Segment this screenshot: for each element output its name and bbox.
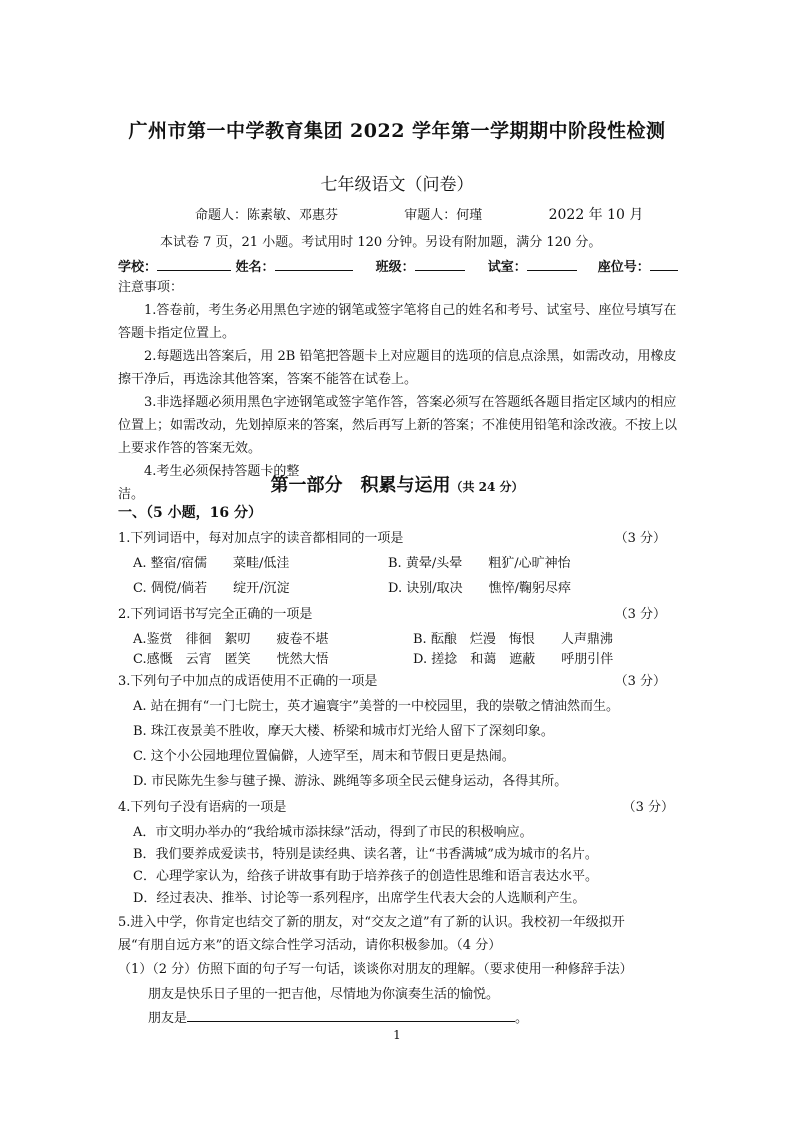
q3-option-c[interactable]: C. 这个小公园地理位置偏僻，人迹罕至，周末和节假日更是热闹。 [133,749,515,764]
q5-stem-line1: 5.进入中学，你肯定也结交了新的朋友，对“交友之道”有了新的认识。我校初一年级拟开 [118,915,625,930]
q1-option-c[interactable]: C. 倜傥/倘若 绽开/沉淀 [133,581,290,596]
date-text: 2022 年 10 月 [548,207,644,223]
room-label: 试室： [487,260,527,275]
q5-stem-line2: 展“有朋自远方来”的语文综合性学习活动，请你积极参加。（4 分） [118,938,502,953]
q2-option-c[interactable]: C.感慨 云宵 匿笑 恍然大悟 [133,652,329,667]
reviewer-text: 审题人：何瑾 [404,208,483,223]
notes-heading: 注意事项： [118,280,184,295]
q2-option-b[interactable]: B. 酝酿 烂漫 悔恨 人声鼎沸 [413,632,613,647]
school-field[interactable] [157,258,231,271]
q2-stem: 2.下列词语书写完全正确的一项是 [118,607,313,622]
answer-prefix: 朋友是 [148,1011,188,1026]
q3-option-d[interactable]: D. 市民陈先生参与毽子操、游泳、跳绳等多项全民云健身运动，各得其所。 [133,774,568,789]
q5-answer-line [148,1007,528,1026]
q1-score: （3 分） [614,531,666,546]
part-title: 第一部分 积累与运用 [270,475,451,496]
q2-score: （3 分） [614,607,666,622]
q2-option-d[interactable]: D. 搓捻 和蔼 遮蔽 呼朋引伴 [413,652,614,667]
name-label: 姓名： [235,260,275,275]
school-label: 学校： [118,260,158,275]
q1-stem: 1.下列词语中，每对加点字的读音都相同的一项是 [118,531,404,546]
note-item: 1.答卷前，考生务必用黑色字迹的钢笔或签字笔将自己的姓名和考号、试室号、座位号填写在答题卡指定位置上。 [118,303,677,341]
q4-option-c[interactable]: C．心理学家认为，给孩子讲故事有助于培养孩子的创造性思维和语言表达水平。 [133,869,598,884]
q4-score: （3 分） [622,800,674,815]
q3-stem: 3.下列句子中加点的成语使用不正确的一项是 [118,674,378,689]
answer-blank[interactable] [187,1008,515,1022]
info-fields [118,256,678,275]
intro-text: 本试卷 7 页，21 小题。考试用时 120 分钟。另设有附加题，满分 120 分。 [160,235,602,250]
q3-score: （3 分） [614,674,666,689]
class-field[interactable] [415,258,465,271]
q5-example-sentence: 朋友是快乐日子里的一把吉他，尽情地为你演奏生活的愉悦。 [148,987,500,1002]
author-text: 命题人：陈素敏、邓惠芬 [195,208,339,223]
exam-title: 广州市第一中学教育集团 2022 学年第一学期期中阶段性检测 [128,120,666,142]
q2-option-a[interactable]: A.鉴赏 徘徊 絮叨 疲卷不堪 [133,632,329,647]
part-heading [0,471,794,497]
page-number: 1 [393,1028,401,1042]
q4-option-d[interactable]: D．经过表决、推举、讨论等一系列程序，出席学生代表大会的人选顺利产生。 [133,891,586,906]
meta-line [195,204,643,224]
q1-option-d[interactable]: D. 诀别/取决 憔悴/鞠躬尽瘁 [388,581,571,596]
note-item: 2.每题选出答案后，用 2B 铅笔把答题卡上对应题目的选项的信息点涂黑，如需改动，用橡皮擦干净后，再选涂其他答案，答案不能答在试卷上。 [118,349,677,387]
class-label: 班级： [375,260,415,275]
q5-subquestion-1: （1）（2 分）仿照下面的句子写一句话，谈谈你对朋友的理解。（要求使用一种修辞手法） [118,962,633,977]
answer-suffix: 。 [515,1011,529,1026]
note-item: 3.非选择题必须用黑色字迹钢笔或签字笔作答，答案必须写在答题纸各题目指定区域内的相应位置上；如需改动，先划掉原来的答案，然后再写上新的答案；不准使用铅笔和涂改液。不按上以上要求作答的答案无效。 [118,395,678,456]
seat-label: 座位号： [597,260,650,275]
q3-option-b[interactable]: B. 珠江夜景美不胜收，摩天大楼、桥梁和城市灯光给人留下了深刻印象。 [133,724,554,739]
q1-option-a[interactable]: A. 整宿/宿儒 菜畦/低洼 [133,556,290,571]
seat-field[interactable] [650,258,678,271]
q4-option-b[interactable]: B．我们要养成爱读书，特别是读经典、读名著，让“书香满城”成为城市的名片。 [133,847,598,862]
section-heading: 一、（5 小题，16 分） [118,505,262,521]
room-field[interactable] [527,258,577,271]
exam-subtitle: 七年级语文（问卷） [320,175,474,195]
q4-stem: 4.下列句子没有语病的一项是 [118,800,287,815]
note-item: 4.考生必须保持答题卡的整洁。 [118,464,300,502]
q4-option-a[interactable]: A．市文明办举办的“我给城市添抹绿”活动，得到了市民的积极响应。 [133,825,533,840]
name-field[interactable] [275,258,353,271]
q3-option-a[interactable]: A. 站在拥有“一门七院士，英才遍寰宇”美誉的一中校园里，我的崇敬之情油然而生。 [133,699,619,714]
part-score: （共 24 分） [450,480,524,494]
q1-option-b[interactable]: B. 黄晕/头晕 粗犷/心旷神怡 [388,556,571,571]
